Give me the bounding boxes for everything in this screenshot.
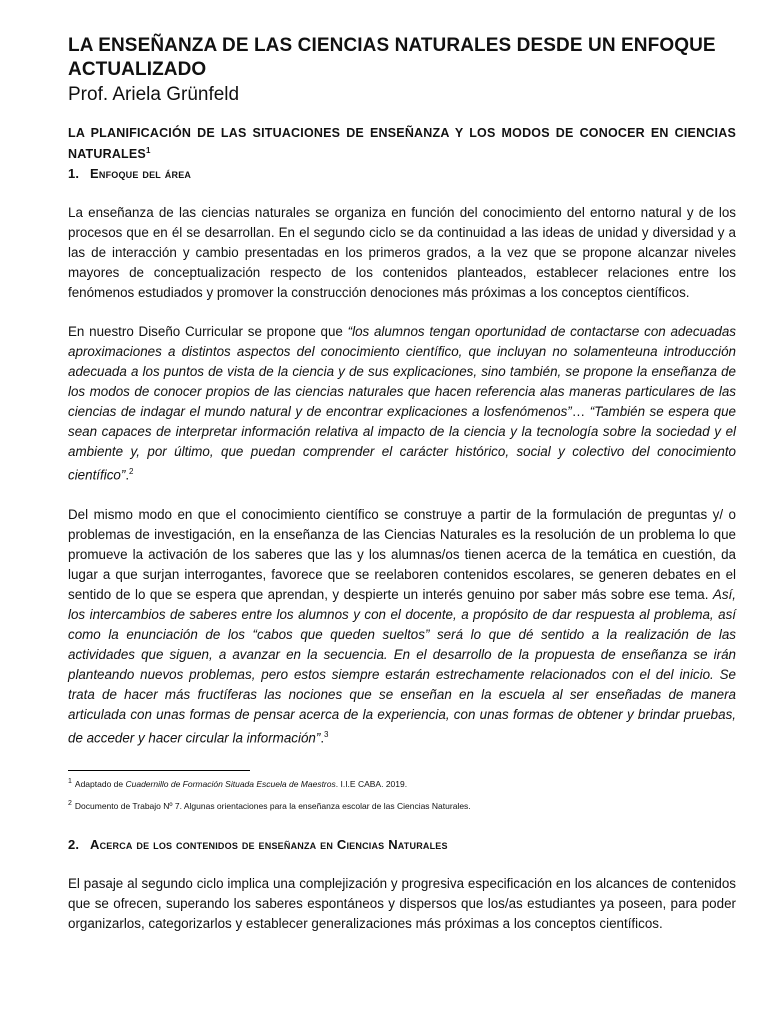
footnote-ref-1[interactable]: 1 xyxy=(145,146,151,155)
paragraph-2-intro: En nuestro Diseño Curricular se propone que xyxy=(68,324,348,340)
document-page xyxy=(68,34,736,934)
paragraph-3-intro: Del mismo modo en que el conocimiento científico se construye a partir de la formulación de preguntas y/ o problemas de investigación, en la enseñanza de las Ciencias Naturales es la resolución de un problema lo que promueve la activación de los saberes que las y los alumnas/os tienen acerca de la temática en cuestión, da lugar a que surjan interrogantes, favorece que se reelaboren contenidos escolares, se generen debates en el sentido de lo que se espera que aprendan, y despierte un interés genuino por saber más sobre ese tema. xyxy=(68,506,736,602)
document-title: LA ENSEÑANZA DE LAS CIENCIAS NATURALES DESDE UN ENFOQUE ACTUALIZADO xyxy=(68,35,716,80)
section-title xyxy=(68,125,736,163)
paragraph-2-quote-2: “También se espera que sean capaces de interpretar información relativa al impacto de la ciencia y la tecnología sobre la sociedad y el ambiente y, por último, que puedan comprender el carácter histórico, social y colectivo del conocimiento científico” xyxy=(68,404,736,483)
paragraph-2 xyxy=(68,322,736,485)
heading-enfoque xyxy=(68,165,736,183)
paragraph-2-end: . xyxy=(125,467,130,483)
footnote-1 xyxy=(68,776,736,790)
section-title-text: LA PLANIFICACIÓN DE LAS SITUACIONES DE ENSEÑANZA Y LOS MODOS DE CONOCER EN CIENCIAS NATURALES xyxy=(68,126,736,162)
footnote-ref-2[interactable]: 2 xyxy=(129,467,134,477)
footnote-1-text: Adaptado de xyxy=(74,778,126,789)
heading-text: Enfoque del área xyxy=(90,166,192,182)
footnote-1-number: 1 xyxy=(68,778,72,786)
heading-contenidos xyxy=(68,836,736,854)
paragraph-2-quote-1: “los alumnos tengan oportunidad de contactarse con adecuadas aproximaciones a distintos aspectos del conocimiento científico, que incluyan no solamenteuna introducción adecuada a los puntos de vista de la ciencia y de sus explicaciones, sino también, se propone la enseñanza de los modos de conocer propios de las ciencias naturales que hacen referencia alas maneras particulares de las ciencias de indagar el mundo natural y de encontrar explicaciones a losfenómenos” xyxy=(68,324,736,420)
footnote-2-text: Documento de Trabajo Nº 7. Algunas orientaciones para la enseñanza escolar de las Ciencias Naturales. xyxy=(74,800,471,811)
paragraph-3-end: . xyxy=(320,730,325,746)
footnote-divider xyxy=(68,770,250,771)
paragraph-3 xyxy=(68,505,736,748)
heading-number: 1. xyxy=(68,166,80,182)
footnote-1-end: . I.I.E CABA. 2019. xyxy=(335,778,408,789)
author-name: Prof. Ariela Grünfeld xyxy=(68,84,240,105)
heading-2-text: Acerca de los contenidos de enseñanza en Ciencias Naturales xyxy=(90,836,448,852)
footnote-2-number: 2 xyxy=(68,799,72,807)
paragraph-3-italic: Así, los intercambios de saberes entre los alumnos y con el docente, a propósito de dar respuesta al problema, así como la enunciación de los “cabos que queden sueltos” será lo que dé sentido a la realización de las actividades que siguen, a avanzar en la secuencia. En el desarrollo de la propuesta de enseñanza se irán planteando nuevos problemas, pero estos siempre estarán estrechamente relacionados con el del inicio. Se trata de hacer más fructíferas las nociones que se enseñan en la escuela al ser enseñadas de manera articulada con unas formas de pensar acerca de la experiencia, con unas formas de obtener y brindar pruebas, de acceder y hacer circular la información” xyxy=(68,586,736,746)
paragraph-1: La enseñanza de las ciencias naturales se organiza en función del conocimiento del entorno natural y de los procesos que en él se desarrollan. En el segundo ciclo se da continuidad a las ideas de unidad y diversidad y a las de interacción y cambio presentadas en los primeros grados, a la vez que se propone alcanzar niveles mayores de conceptualización respecto de los contenidos planteados, establecer relaciones entre los fenómenos estudiados y promover la construcción denociones más próximas a los conceptos científicos. xyxy=(68,205,736,301)
paragraph-2-mid: … xyxy=(571,404,590,420)
footnote-ref-3[interactable]: 3 xyxy=(324,729,329,739)
footnote-1-italic: Cuadernillo de Formación Situada Escuela de Maestros xyxy=(125,778,336,789)
footnote-2 xyxy=(68,798,736,812)
paragraph-4: El pasaje al segundo ciclo implica una complejización y progresiva especificación en los alcances de contenidos que se ofrecen, superando los saberes espontáneos y dispersos que los/as estudiantes ya poseen, para poder organizarlos, categorizarlos y establecer generalizaciones más próximas a los conceptos científicos. xyxy=(68,875,736,931)
heading-2-number: 2. xyxy=(68,836,80,852)
